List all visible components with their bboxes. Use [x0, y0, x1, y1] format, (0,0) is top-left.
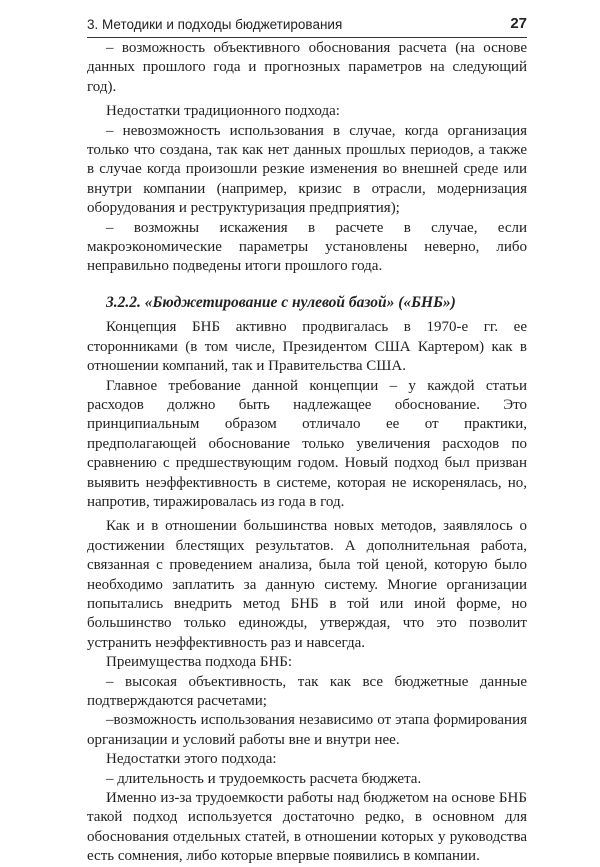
- paragraph: Преимущества подхода БНБ:: [106, 654, 293, 671]
- section-heading: 3.2.2. «Бюджетирование с нулевой базой» («БНБ»): [106, 293, 456, 311]
- paragraph: – длительность и трудоемкость расчета бюджета.: [106, 770, 422, 787]
- paragraph: Именно из-за трудоемкости работы над бюджетом на основе БНБ такой подход используется достаточно редко, в основном для обоснования отдельных статей, в отношении которых у руководства есть сомнения, либо которые впервые появились в компании.: [87, 790, 527, 865]
- paragraph: – высокая объективность, так как все бюджетные данные подтверждаются расчетами;: [87, 673, 527, 709]
- paragraph: Недостатки традиционного подхода:: [106, 103, 340, 120]
- paragraph: Как и в отношении большинства новых методов, заявлялось о достижении блестящих результатов. А дополнительная работа, связанная с проведением анализа, была той ценой, которую было необходимо заплатить за данную систему. Многие организации попытались внедрить метод БНБ в той или иной форме, но большинство только единожды, утверждая, что это позволит устранить неэффективность раз и навсегда.: [87, 518, 527, 651]
- running-header: [87, 15, 527, 38]
- paragraph: – возможность объективного обоснования расчета (на основе данных прошлого года и прогнозных параметров на следующий год).: [87, 40, 527, 95]
- paragraph: Концепция БНБ активно продвигалась в 1970-е гг. ее сторонниками (в том числе, Президентом США Картером) как в отношении компаний, так и Правительства США.: [87, 319, 527, 375]
- paragraph: – невозможность использования в случае, когда организация только что создана, так как нет данных прошлых периодов, а также в случае когда произошли резкие изменения во внешней среде или внутри компании (например, кризис в отрасли, модернизация оборудования и реструктуризация предприятия);: [87, 122, 527, 217]
- section-title: 3. Методики и подходы бюджетирования: [87, 17, 343, 32]
- page-number: 27: [510, 15, 527, 32]
- paragraph: –возможность использования независимо от этапа формирования организации и условий работы вне и внутри нее.: [87, 712, 527, 748]
- paragraph: – возможны искажения в расчете в случае, если макроэкономические параметры установлены неверно, либо неправильно подведены итоги прошлого года.: [87, 219, 527, 275]
- paragraph: Главное требование данной концепции – у каждой статьи расходов должно быть надлежащее обоснование. Это принципиальным образом отличало ее от практики, предполагающей обоснование только увеличения расходов по сравнению с предшествующим годом. Новый подход был призван выявить неэффективность в системе, которая не искоренялась, но, напротив, тиражировалась из года в год.: [87, 377, 527, 510]
- body-text: [87, 39, 527, 867]
- paragraph: Недостатки этого подхода:: [106, 751, 277, 768]
